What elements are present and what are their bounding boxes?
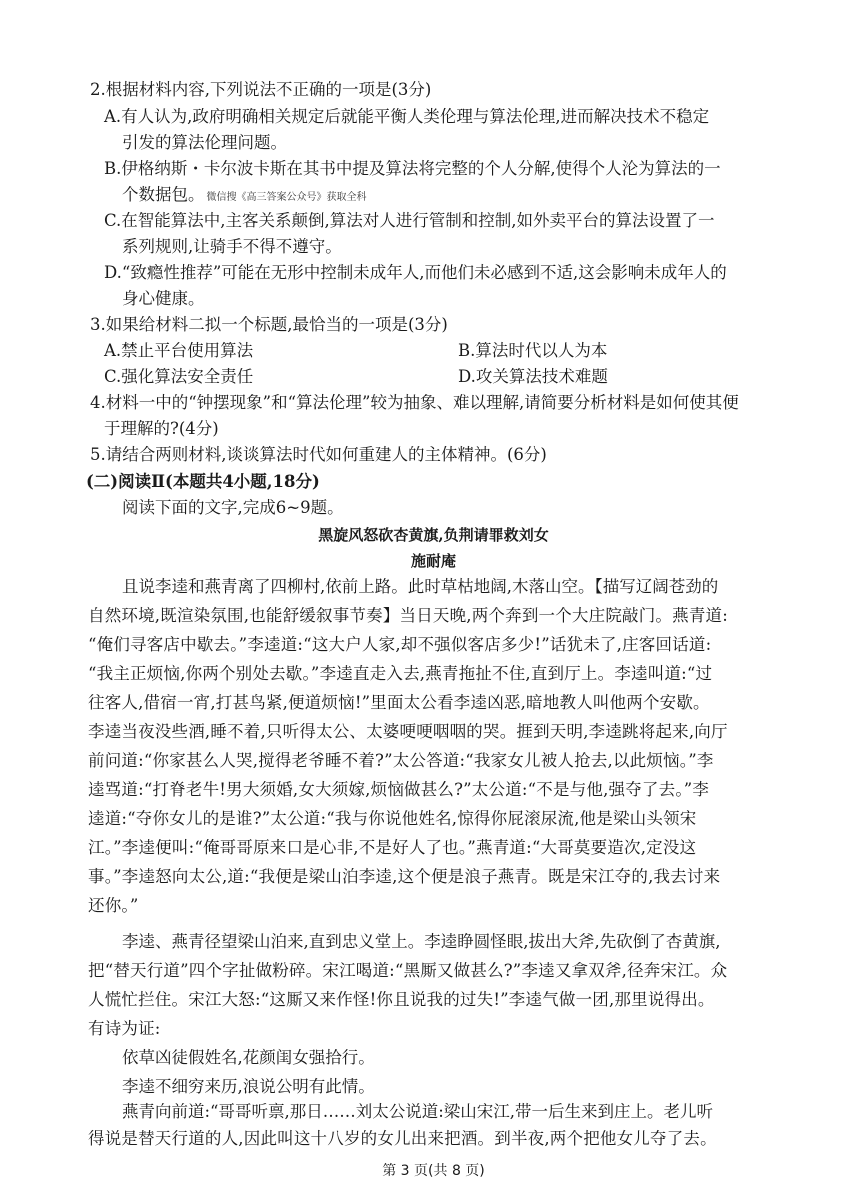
passage-line: 往客人,借宿一宵,打甚鸟紧,便道烦恼!”里面太公看李逵凶恶,暗地教人叫他两个安歇。 [88,693,710,712]
passage-title: 黑旋风怒砍杏黄旗,负荆请罪救刘女 [318,526,549,544]
q2-option-c-line1: C.在智能算法中,主客关系颠倒,算法对人进行管制和控制,如外卖平台的算法设置了一 [104,211,715,230]
passage-line: 逵道:“夺你女儿的是谁?”太公道:“我与你说他姓名,惊得你屁滚尿流,他是梁山头领宋 [88,809,697,828]
question-4-line2: 于理解的?(4分) [104,419,219,438]
watermark-text: 微信搜《高三答案公众号》获取全科 [206,192,367,203]
question-2-stem: 2.根据材料内容,下列说法不正确的一项是(3分) [90,80,432,99]
q3-option-d: D.攻关算法技术难题 [458,367,608,386]
passage-line: 燕青向前道:“哥哥听禀,那日……刘太公说道:梁山宋江,带一后生来到庄上。老儿听 [122,1102,714,1121]
passage-line: “我主正烦恼,你两个别处去歇。”李逵直走入去,燕青拖扯不住,直到厅上。李逵叫道:“过 [88,664,713,683]
passage-line: 李逵当夜没些酒,睡不着,只听得太公、太婆哽哽咽咽的哭。捱到天明,李逵跳将起来,向厅 [88,722,728,741]
q2-option-b-line2: 个数据包。 微信搜《高三答案公众号》获取全科 [122,185,367,204]
q2-option-c-line2: 系列规则,让骑手不得不遵守。 [122,237,342,256]
q2-option-b-line1: B.伊格纳斯・卡尔波卡斯在其书中提及算法将完整的个人分解,使得个人沦为算法的一 [104,159,721,178]
q2-option-d-line2: 身心健康。 [122,289,205,308]
passage-line: 有诗为证: [88,1019,161,1038]
question-4-line1: 4.材料一中的“钟摆现象”和“算法伦理”较为抽象、难以理解,请简要分析材料是如何使其便 [90,393,739,412]
q3-option-b: B.算法时代以人为本 [458,341,608,360]
passage-line: 自然环境,既渲染氛围,也能舒缓叙事节奏】当日天晚,两个奔到一个大庄院敲门。燕青道: [88,606,728,625]
q2-option-d-line1: D.“致瘾性推荐”可能在无形中控制未成年人,而他们未必感到不适,这会影响未成年人的 [104,263,727,282]
passage-line: 把“替天行道”四个字扯做粉碎。宋江喝道:“黑厮又做甚么?”李逵又拿双斧,径奔宋江。众 [88,961,728,980]
q3-option-a: A.禁止平台使用算法 [104,341,254,360]
q3-option-c: C.强化算法安全责任 [104,367,254,386]
page-footer: 第 3 页(共 8 页) [382,1163,485,1179]
section-heading: (二)阅读Ⅱ(本题共4小题,18分) [86,472,320,491]
q2-option-a-line1: A.有人认为,政府明确相关规定后就能平衡人类伦理与算法伦理,进而解决技术不稳定 [104,107,710,126]
passage-line: 且说李逵和燕青离了四柳村,依前上路。此时草枯地阔,木落山空。【描写辽阔苍劲的 [122,577,719,596]
passage-line: 事。”李逵怒向太公,道:“我便是梁山泊李逵,这个便是浪子燕青。既是宋江夺的,我去讨来 [88,867,721,886]
question-5: 5.请结合两则材料,谈谈算法时代如何重建人的主体精神。(6分) [90,445,547,464]
passage-line: 江。”李逵便叫:“俺哥哥原来口是心非,不是好人了也。”燕青道:“大哥莫要造次,定没这 [88,838,697,857]
passage-line: 李逵、燕青径望梁山泊来,直到忠义堂上。李逵睁圆怪眼,拔出大斧,先砍倒了杏黄旗, [122,932,721,951]
q2-option-a-line2: 引发的算法伦理问题。 [122,133,287,152]
passage-line: “俺们寻客店中歇去。”李逵道:“这大户人家,却不强似客店多少!”话犹未了,庄客回话道: [88,635,712,654]
poem-line: 依草凶徒假姓名,花颜闺女强拾行。 [122,1048,375,1067]
passage-line: 得说是替天行道的人,因此叫这十八岁的女儿出来把酒。到半夜,两个把他女儿夺了去。 [88,1129,717,1148]
passage-line: 前问道:“你家甚么人哭,搅得老爷睡不着?”太公答道:“我家女儿被人抢去,以此烦恼。”李 [88,751,714,770]
question-3-stem: 3.如果给材料二拟一个标题,最恰当的一项是(3分) [90,315,448,334]
passage-line: 还你。” [88,896,139,915]
passage-author: 施耐庵 [410,552,457,570]
section-instruction: 阅读下面的文字,完成6~9题。 [122,498,344,517]
passage-line: 人慌忙拦住。宋江大怒:“这厮又来作怪!你且说我的过失!”李逵气做一团,那里说得出。 [88,990,715,1009]
passage-line: 逵骂道:“打脊老牛!男大须婚,女大须嫁,烦恼做甚么?”太公道:“不是与他,强夺了去。”李 [88,780,710,799]
poem-line: 李逵不细穷来历,浪说公明有此情。 [122,1077,375,1096]
